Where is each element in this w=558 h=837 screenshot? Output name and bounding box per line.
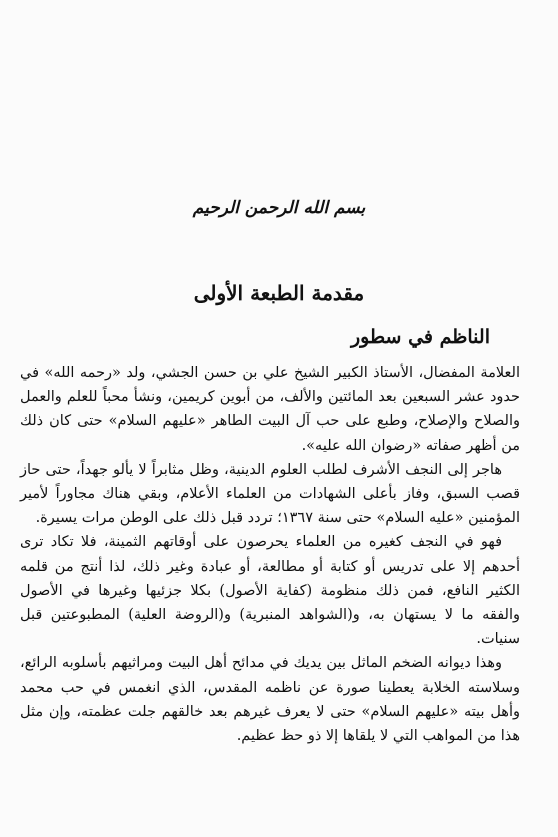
paragraph-3: فهو في النجف كغيره من العلماء يحرصون على أوقاتهم الثمينة، فلا تكاد ترى أحدهم إلا على تدريس أو كتابة أو مطالعة، أو عبادة وغير ذلك، لذا أنتج من قلمه الكثير النافع، فمن ذلك منظومة (كفاية الأصول) بكلا جزئيها وغيرها في الأصول والفقه ما لا يستهان به، و(الشواهد المنبرية) و(الروضة العلية) المطبوعتين قبل سنيات.	[20, 534, 520, 648]
basmala: بسم الله الرحمن الرحيم	[192, 198, 366, 218]
paragraph-2: هاجر إلى النجف الأشرف لطلب العلوم الدينية، وظل مثابراً لا يألو جهداً، حتى حاز قصب السبق، وفاز بأعلى الشهادات من العلماء الأعلام، وبقي هناك مجاوراً لأمير المؤمنين «عليه السلام» حتى سنة ١٣٦٧؛ تردد قبل ذلك على الوطن مرات يسيرة.	[20, 461, 521, 527]
paragraph-4: وهذا ديوانه الضخم الماثل بين يديك في مدائح أهل البيت ومراثيهم بأسلوبه الرائع، وسلاسته الخلابة يعطينا صورة عن ناظمه المقدس، الذي انغمس في حب محمد وأهل بيته «عليهم السلام» حتى لا يعرف غيرهم بعد خالقهم جلت عظمته، وإن مثل هذا من المواهب التي لا يلقاها إلا ذو حظ عظيم.	[20, 655, 520, 745]
section-heading: الناظم في سطور	[350, 326, 490, 348]
page-title: مقدمة الطبعة الأولى	[193, 281, 365, 305]
paragraph-1: العلامة المفضال، الأستاذ الكبير الشيخ علي بن حسن الجشي، ولد «رحمه الله» في حدود عشر السبعين بعد المائتين والألف، من أبوين كريمين، ونشأ محباً للعلم والعمل والصلاح والإصلاح، وطبع على حب آل البيت الطاهر «عليهم السلام» حتى كان ذلك من أظهر صفاته «رضوان الله عليه».	[20, 365, 520, 454]
body-text	[20, 361, 520, 748]
